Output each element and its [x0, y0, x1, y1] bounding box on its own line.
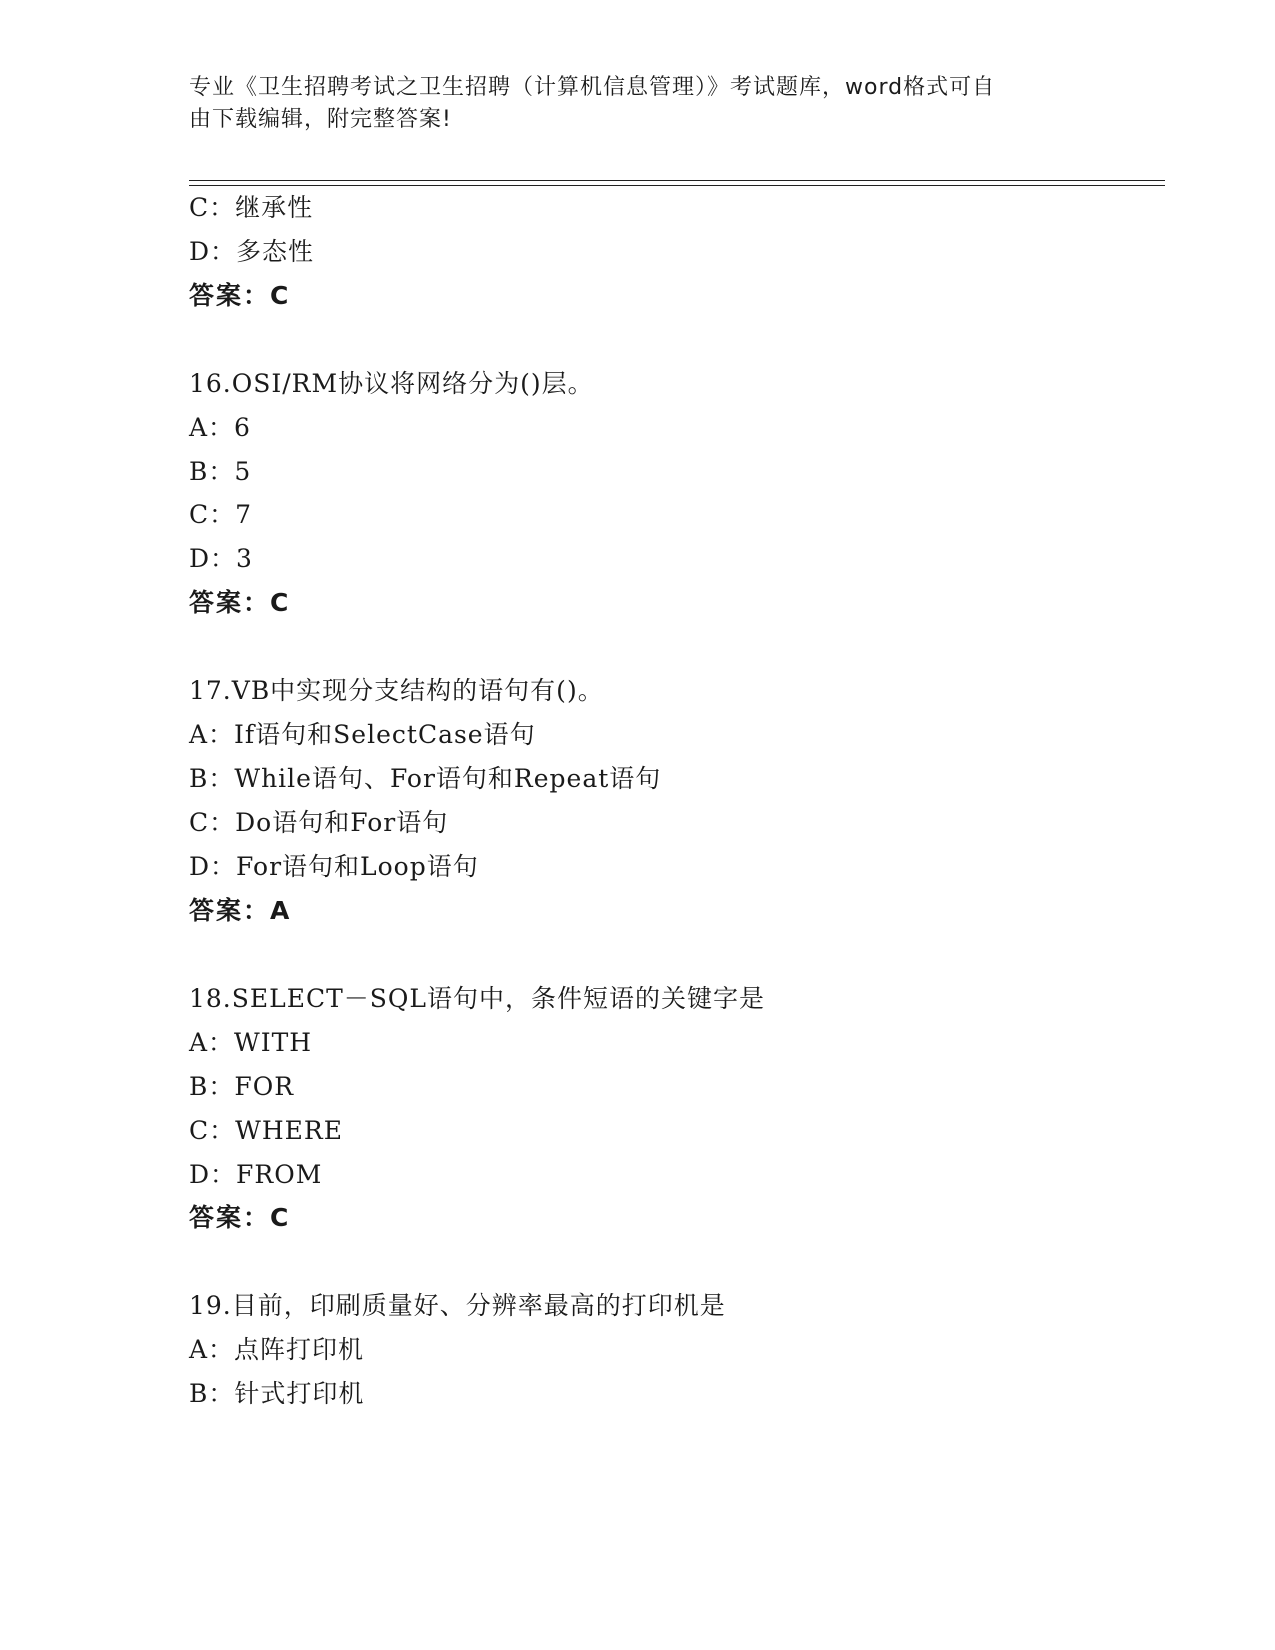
q16-option-c: C：7: [189, 500, 253, 529]
q16-answer: 答案：C: [189, 588, 291, 617]
question-18: 18.SELECT－SQL语句中，条件短语的关键字是: [189, 984, 766, 1013]
q17-answer: 答案：A: [189, 896, 292, 925]
q17-option-a: A：If语句和SelectCase语句: [189, 720, 536, 749]
q17-option-d: D：For语句和Loop语句: [189, 852, 479, 881]
header-divider-top: [189, 180, 1165, 181]
q18-answer: 答案：C: [189, 1203, 291, 1232]
question-17: 17.VB中实现分支结构的语句有()。: [189, 676, 604, 705]
option-c: C：继承性: [189, 193, 314, 222]
q18-option-a: A：WITH: [189, 1028, 313, 1057]
question-19: 19.目前，印刷质量好、分辨率最高的打印机是: [189, 1291, 726, 1320]
q18-option-c: C：WHERE: [189, 1116, 343, 1145]
header-line-1: 专业《卫生招聘考试之卫生招聘（计算机信息管理）》考试题库，word格式可自: [189, 75, 996, 100]
header-line-2: 由下载编辑，附完整答案!: [189, 107, 452, 132]
answer-line: 答案：C: [189, 281, 291, 310]
document-header: [189, 72, 1089, 136]
header-divider-bottom: [189, 185, 1165, 186]
question-16: 16.OSI/RM协议将网络分为()层。: [189, 369, 594, 398]
q16-option-b: B：5: [189, 457, 252, 486]
q19-option-b: B：针式打印机: [189, 1379, 365, 1408]
q18-option-d: D：FROM: [189, 1160, 323, 1189]
q17-option-c: C：Do语句和For语句: [189, 808, 449, 837]
q18-option-b: B：FOR: [189, 1072, 295, 1101]
q16-option-d: D：3: [189, 544, 253, 573]
q19-option-a: A：点阵打印机: [189, 1335, 365, 1364]
q16-option-a: A：6: [189, 413, 251, 442]
option-d: D：多态性: [189, 237, 315, 266]
q17-option-b: B：While语句、For语句和Repeat语句: [189, 764, 662, 793]
